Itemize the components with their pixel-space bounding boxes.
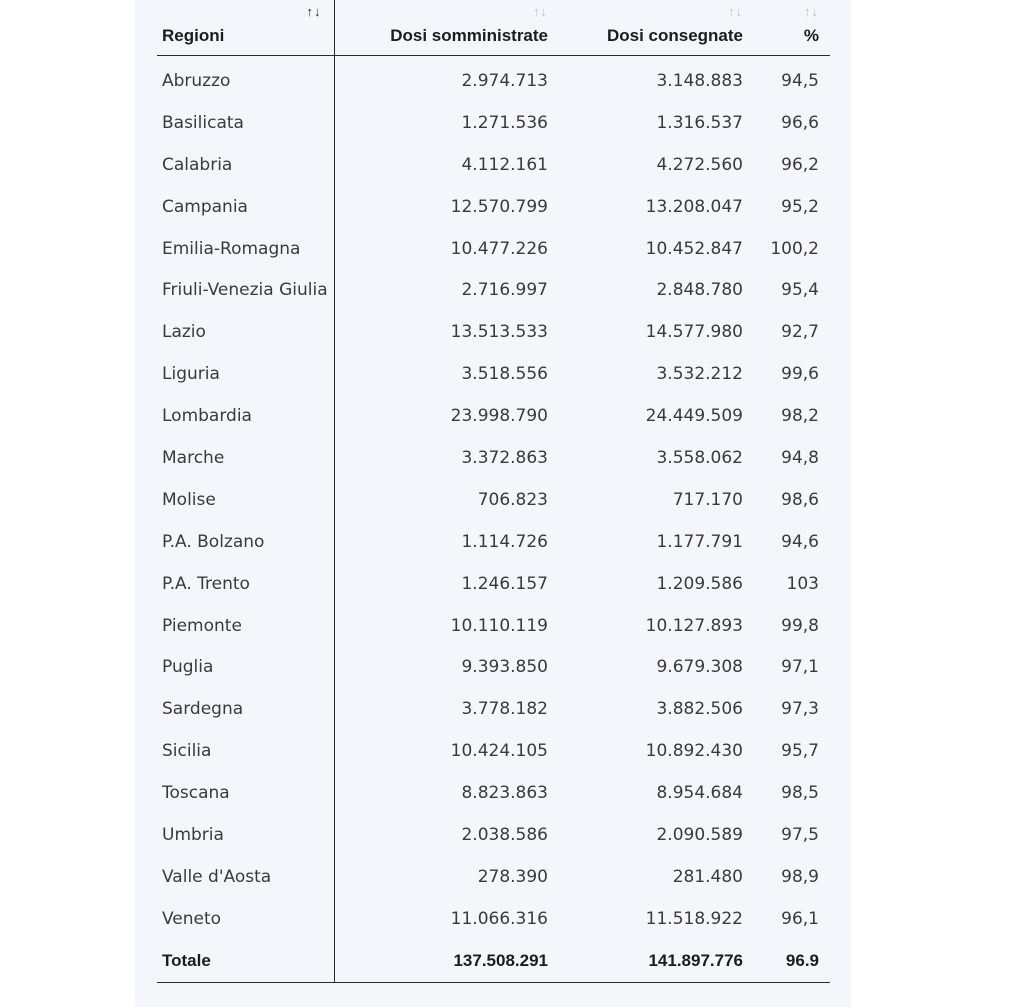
cell-dosi-somministrate: 3.518.556: [461, 364, 548, 385]
cell-dosi-consegnate: 281.480: [672, 866, 743, 887]
cell-region: Sardegna: [157, 688, 334, 730]
total-dosi-consegnate: 141.897.776: [554, 940, 749, 983]
cell-region: Liguria: [157, 353, 334, 395]
cell-percent: 97,3: [781, 699, 819, 720]
cell-dosi-consegnate: 1.316.537: [656, 112, 743, 133]
table-row: [157, 688, 830, 730]
cell-dosi-somministrate: 1.271.536: [461, 112, 548, 133]
cell-region: Valle d'Aosta: [157, 856, 334, 898]
cell-dosi-consegnate: 10.452.847: [645, 238, 743, 259]
cell-percent: 95,7: [781, 741, 819, 762]
table-row: [157, 521, 830, 563]
cell-region: Friuli-Venezia Giulia: [157, 269, 334, 311]
cell-dosi-consegnate: 1.209.586: [656, 573, 743, 594]
cell-percent: 96,2: [781, 154, 819, 175]
total-dosi-somministrate: 137.508.291: [334, 940, 554, 983]
table-row: [157, 56, 830, 102]
cell-dosi-somministrate: 1.114.726: [461, 531, 548, 552]
cell-region: Emilia-Romagna: [157, 228, 334, 270]
cell-percent: 92,7: [781, 322, 819, 343]
cell-region: P.A. Bolzano: [157, 521, 334, 563]
cell-dosi-somministrate: 10.424.105: [450, 741, 548, 762]
sort-arrows-icon[interactable]: ↑↓: [533, 4, 548, 19]
table-row: [157, 102, 830, 144]
cell-percent: 95,4: [781, 280, 819, 301]
table-row: [157, 395, 830, 437]
cell-dosi-consegnate: 4.272.560: [656, 154, 743, 175]
cell-region: Basilicata: [157, 102, 334, 144]
cell-dosi-consegnate: 8.954.684: [656, 783, 743, 804]
column-header-label: Regioni: [162, 26, 225, 45]
cell-region: Umbria: [157, 814, 334, 856]
table-row: [157, 311, 830, 353]
cell-dosi-somministrate: 2.974.713: [461, 70, 548, 91]
cell-percent: 97,5: [781, 824, 819, 845]
cell-dosi-somministrate: 11.066.316: [450, 908, 548, 929]
cell-percent: 97,1: [781, 657, 819, 678]
table-body: [157, 56, 830, 940]
cell-percent: 94,5: [781, 70, 819, 91]
cell-dosi-consegnate: 2.848.780: [656, 280, 743, 301]
cell-percent: 96,1: [781, 908, 819, 929]
cell-dosi-consegnate: 1.177.791: [656, 531, 743, 552]
cell-percent: 99,8: [781, 615, 819, 636]
column-header-label: Dosi consegnate: [606, 26, 743, 45]
cell-percent: 98,6: [781, 489, 819, 510]
cell-dosi-consegnate: 3.532.212: [656, 364, 743, 385]
cell-percent: 98,9: [781, 866, 819, 887]
cell-dosi-somministrate: 10.110.119: [450, 615, 548, 636]
cell-percent: 94,6: [781, 531, 819, 552]
cell-percent: 94,8: [781, 447, 819, 468]
table-row: [157, 772, 830, 814]
cell-dosi-consegnate: 3.558.062: [656, 447, 743, 468]
cell-dosi-somministrate: 13.513.533: [450, 322, 548, 343]
table-row: [157, 269, 830, 311]
cell-dosi-somministrate: 12.570.799: [450, 196, 548, 217]
cell-dosi-somministrate: 10.477.226: [450, 238, 548, 259]
sort-arrows-icon[interactable]: ↑↓: [306, 4, 322, 19]
cell-region: Lombardia: [157, 395, 334, 437]
sort-arrows-icon[interactable]: ↑↓: [804, 4, 819, 19]
cell-region: Piemonte: [157, 605, 334, 647]
header-row: [157, 0, 830, 56]
cell-dosi-somministrate: 3.778.182: [461, 699, 548, 720]
total-label: Totale: [157, 940, 334, 983]
cell-dosi-consegnate: 10.127.893: [645, 615, 743, 636]
table-row: [157, 646, 830, 688]
cell-dosi-somministrate: 3.372.863: [461, 447, 548, 468]
cell-dosi-somministrate: 9.393.850: [461, 657, 548, 678]
cell-dosi-somministrate: 706.823: [477, 489, 548, 510]
column-header-dosi-consegnate[interactable]: [554, 0, 749, 56]
cell-region: Sicilia: [157, 730, 334, 772]
total-row: [157, 940, 830, 983]
cell-dosi-consegnate: 3.882.506: [656, 699, 743, 720]
sort-arrows-icon[interactable]: ↑↓: [728, 4, 743, 19]
cell-region: Calabria: [157, 144, 334, 186]
table-row: [157, 856, 830, 898]
cell-dosi-somministrate: 8.823.863: [461, 783, 548, 804]
cell-percent: 103: [786, 573, 819, 594]
cell-percent: 96,6: [781, 112, 819, 133]
table-row: [157, 186, 830, 228]
cell-region: Puglia: [157, 646, 334, 688]
cell-dosi-consegnate: 13.208.047: [645, 196, 743, 217]
table-row: [157, 144, 830, 186]
cell-percent: 100,2: [770, 238, 819, 259]
cell-region: Toscana: [157, 772, 334, 814]
table-row: [157, 437, 830, 479]
cell-dosi-consegnate: 2.090.589: [656, 824, 743, 845]
table-row: [157, 814, 830, 856]
table-row: [157, 563, 830, 605]
total-percent: 96.9: [749, 940, 830, 983]
cell-dosi-consegnate: 10.892.430: [645, 741, 743, 762]
cell-dosi-somministrate: 1.246.157: [461, 573, 548, 594]
cell-dosi-consegnate: 717.170: [672, 489, 743, 510]
cell-region: Veneto: [157, 898, 334, 940]
cell-region: Campania: [157, 186, 334, 228]
cell-dosi-somministrate: 23.998.790: [450, 406, 548, 427]
column-header-regioni[interactable]: [157, 0, 334, 56]
cell-dosi-consegnate: 24.449.509: [645, 406, 743, 427]
table-row: [157, 730, 830, 772]
cell-percent: 99,6: [781, 364, 819, 385]
column-header-label: %: [803, 26, 819, 45]
cell-dosi-somministrate: 2.716.997: [461, 280, 548, 301]
cell-percent: 98,2: [781, 406, 819, 427]
column-header-label: Dosi somministrate: [390, 26, 548, 45]
cell-region: P.A. Trento: [157, 563, 334, 605]
cell-region: Abruzzo: [157, 56, 334, 102]
cell-dosi-somministrate: 2.038.586: [461, 824, 548, 845]
cell-percent: 95,2: [781, 196, 819, 217]
table-panel: [135, 0, 851, 1007]
table-row: [157, 228, 830, 270]
table-row: [157, 898, 830, 940]
cell-region: Molise: [157, 479, 334, 521]
cell-dosi-consegnate: 3.148.883: [656, 70, 743, 91]
column-header-percent[interactable]: [749, 0, 830, 56]
cell-region: Lazio: [157, 311, 334, 353]
cell-region: Marche: [157, 437, 334, 479]
cell-dosi-somministrate: 278.390: [477, 866, 548, 887]
cell-dosi-consegnate: 11.518.922: [645, 908, 743, 929]
cell-dosi-somministrate: 4.112.161: [461, 154, 548, 175]
cell-dosi-consegnate: 14.577.980: [645, 322, 743, 343]
table-row: [157, 479, 830, 521]
vaccine-doses-table: [157, 0, 830, 983]
table-row: [157, 353, 830, 395]
cell-percent: 98,5: [781, 783, 819, 804]
column-header-dosi-somministrate[interactable]: [334, 0, 554, 56]
table-row: [157, 605, 830, 647]
cell-dosi-consegnate: 9.679.308: [656, 657, 743, 678]
